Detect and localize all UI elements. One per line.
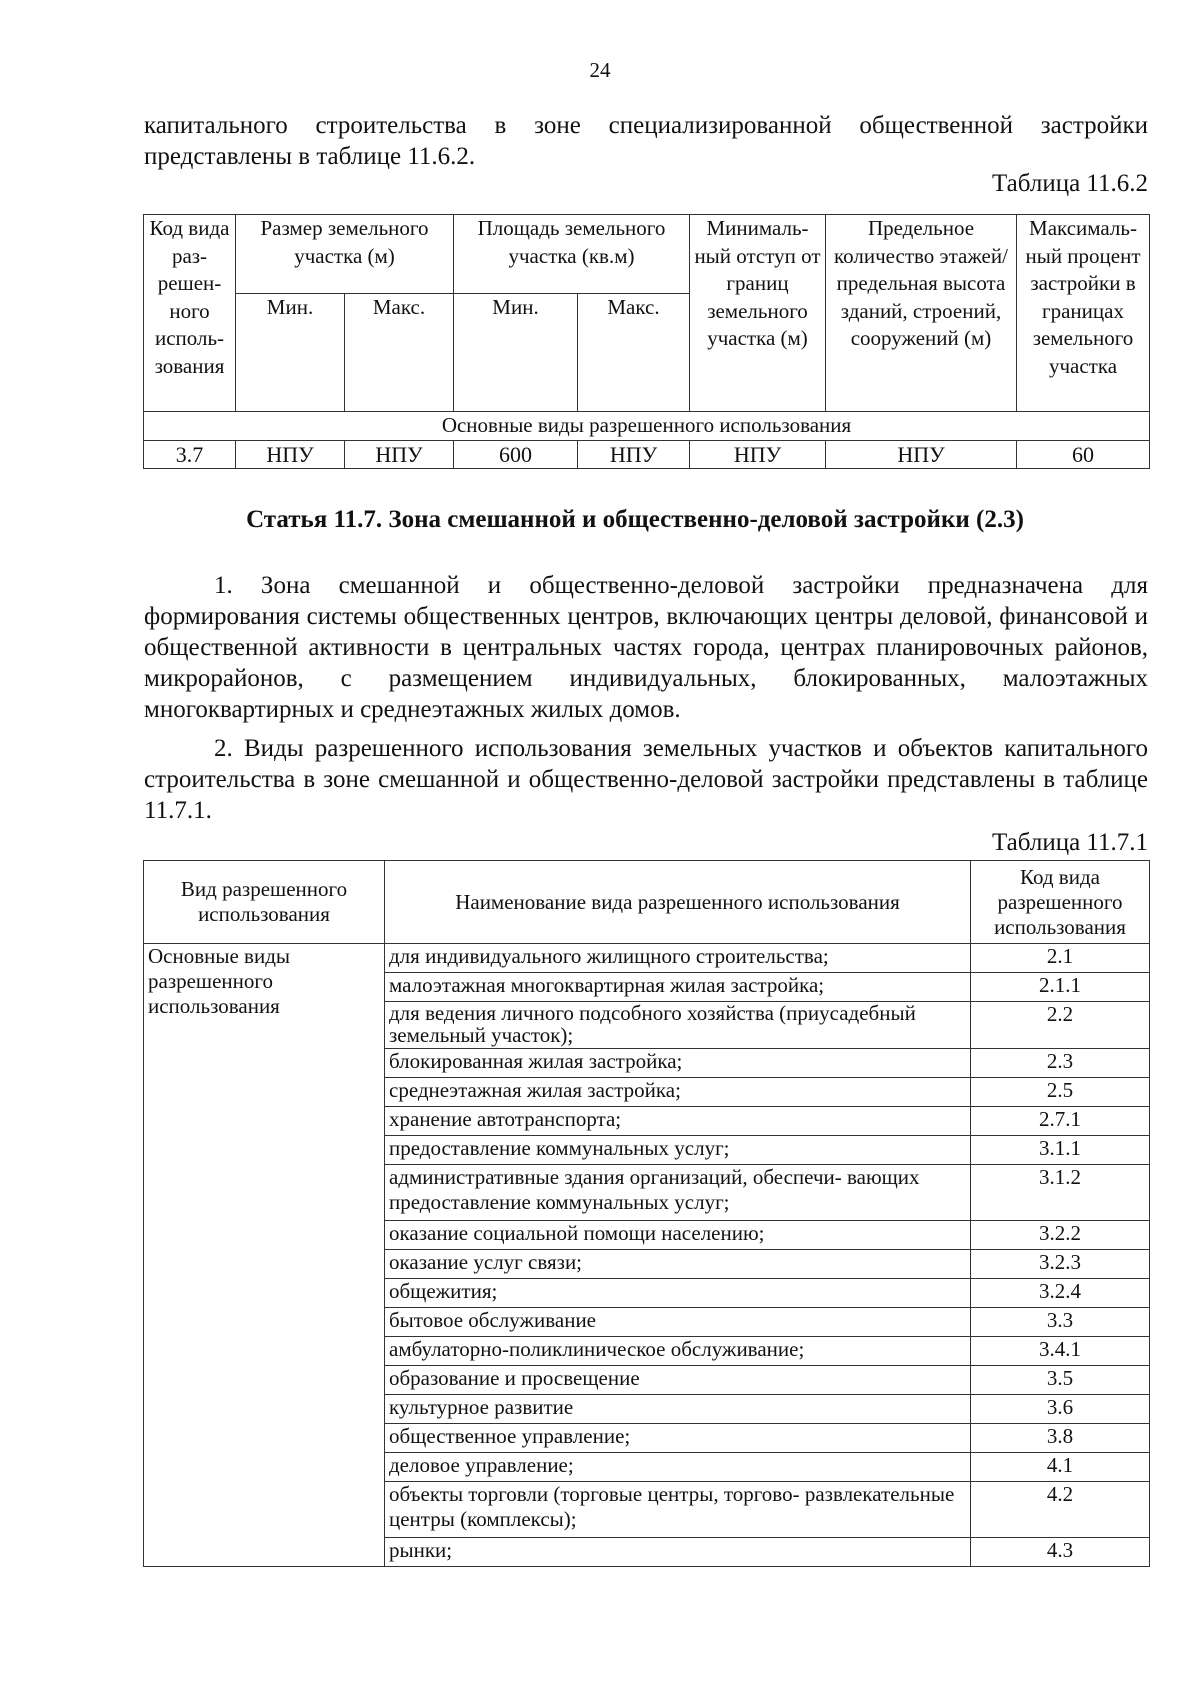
row-name: для ведения личного подсобного хозяйства (приусадебный земельный участок); <box>385 1002 971 1049</box>
header-min-setback: Минималь- ный отступ от границ земельного участка (м) <box>690 215 826 412</box>
row-name: общежития; <box>385 1279 971 1308</box>
row-name: рынки; <box>385 1538 971 1567</box>
row-code: 2.1.1 <box>971 973 1150 1002</box>
row-name: административные здания организаций, обеспечи- вающих предоставление коммунальных услуг; <box>385 1165 971 1221</box>
row-code: 3.5 <box>971 1366 1150 1395</box>
table-11-6-2-caption: Таблица 11.6.2 <box>992 170 1148 197</box>
row-code: 4.1 <box>971 1453 1150 1482</box>
row-code: 2.3 <box>971 1049 1150 1078</box>
paragraph-1: 1. Зона смешанной и общественно-деловой застройки предназначена для формирования системы общественных центров, включающих центры деловой, финансовой и общественной активности в центральных частях города, центрах планировочных районов, микрорайонов, с размещением индивидуальных, блокированных, малоэтажных многоквартирных и среднеэтажных жилых домов. <box>144 572 1148 723</box>
header-size-min: Мин. <box>236 294 345 412</box>
row-code: 3.8 <box>971 1424 1150 1453</box>
row-code: 3.2.2 <box>971 1221 1150 1250</box>
row-name: оказание услуг связи; <box>385 1250 971 1279</box>
data-cell: НПУ <box>578 440 690 469</box>
header-type: Вид разрешенного использования <box>144 861 385 944</box>
header-max-floors: Предельное количество этажей/ предельная высота зданий, строений, сооружений (м) <box>826 215 1017 412</box>
data-cell: 3.7 <box>144 440 236 469</box>
data-cell: НПУ <box>236 440 345 469</box>
table-11-7-1-caption: Таблица 11.7.1 <box>992 829 1148 856</box>
row-name: блокированная жилая застройка; <box>385 1049 971 1078</box>
row-name: бытовое обслуживание <box>385 1308 971 1337</box>
row-code: 3.1.2 <box>971 1165 1150 1221</box>
row-name: хранение автотранспорта; <box>385 1107 971 1136</box>
row-code: 3.2.3 <box>971 1250 1150 1279</box>
article-heading: Статья 11.7. Зона смешанной и общественно-деловой застройки (2.3) <box>246 506 1024 533</box>
intro-paragraph: капитального строительства в зоне специализированной общественной застройки представлены в таблице 11.6.2. <box>144 112 1148 170</box>
row-code: 3.6 <box>971 1395 1150 1424</box>
row-code: 2.7.1 <box>971 1107 1150 1136</box>
row-code: 4.2 <box>971 1482 1150 1538</box>
data-cell: НПУ <box>826 440 1017 469</box>
row-code: 4.3 <box>971 1538 1150 1567</box>
row-code: 3.4.1 <box>971 1337 1150 1366</box>
row-code: 3.2.4 <box>971 1279 1150 1308</box>
data-cell: НПУ <box>690 440 826 469</box>
row-name: предоставление коммунальных услуг; <box>385 1136 971 1165</box>
row-code: 2.5 <box>971 1078 1150 1107</box>
row-name: оказание социальной помощи населению; <box>385 1221 971 1250</box>
row-name: деловое управление; <box>385 1453 971 1482</box>
header-code: Код вида раз- решен- ного исполь- зования <box>144 215 236 412</box>
table-11-7-1 <box>143 860 1150 1567</box>
page-number: 24 <box>589 58 611 82</box>
row-name: амбулаторно-поликлиническое обслуживание; <box>385 1337 971 1366</box>
row-code: 3.3 <box>971 1308 1150 1337</box>
row-code: 3.1.1 <box>971 1136 1150 1165</box>
row-code: 2.2 <box>971 1002 1150 1049</box>
header-code: Код вида разрешенного использования <box>971 861 1150 944</box>
section-row: Основные виды разрешенного использования <box>144 412 1150 441</box>
row-name: малоэтажная многоквартирная жилая застройка; <box>385 973 971 1002</box>
paragraph-2: 2. Виды разрешенного использования земельных участков и объектов капитального строительства в зоне смешанной и общественно-деловой застройки представлены в таблице 11.7.1. <box>144 735 1148 824</box>
row-name: объекты торговли (торговые центры, торгово- развлекательные центры (комплексы); <box>385 1482 971 1538</box>
header-area-max: Макс. <box>578 294 690 412</box>
row-name: общественное управление; <box>385 1424 971 1453</box>
data-cell: 60 <box>1017 440 1150 469</box>
header-area-min: Мин. <box>454 294 578 412</box>
group-label: Основные виды разрешенного использования <box>144 944 385 1567</box>
header-size-max: Макс. <box>345 294 454 412</box>
row-name: среднеэтажная жилая застройка; <box>385 1078 971 1107</box>
header-plot-size: Размер земельного участка (м) <box>236 215 454 294</box>
row-code: 2.1 <box>971 944 1150 973</box>
row-name: образование и просвещение <box>385 1366 971 1395</box>
data-cell: 600 <box>454 440 578 469</box>
row-name: для индивидуального жилищного строительства; <box>385 944 971 973</box>
row-name: культурное развитие <box>385 1395 971 1424</box>
data-cell: НПУ <box>345 440 454 469</box>
table-11-6-2 <box>143 214 1150 469</box>
header-name: Наименование вида разрешенного использования <box>385 861 971 944</box>
header-plot-area: Площадь земельного участка (кв.м) <box>454 215 690 294</box>
table-row <box>144 944 1150 973</box>
header-max-coverage: Максималь- ный процент застройки в границах земельного участка <box>1017 215 1150 412</box>
